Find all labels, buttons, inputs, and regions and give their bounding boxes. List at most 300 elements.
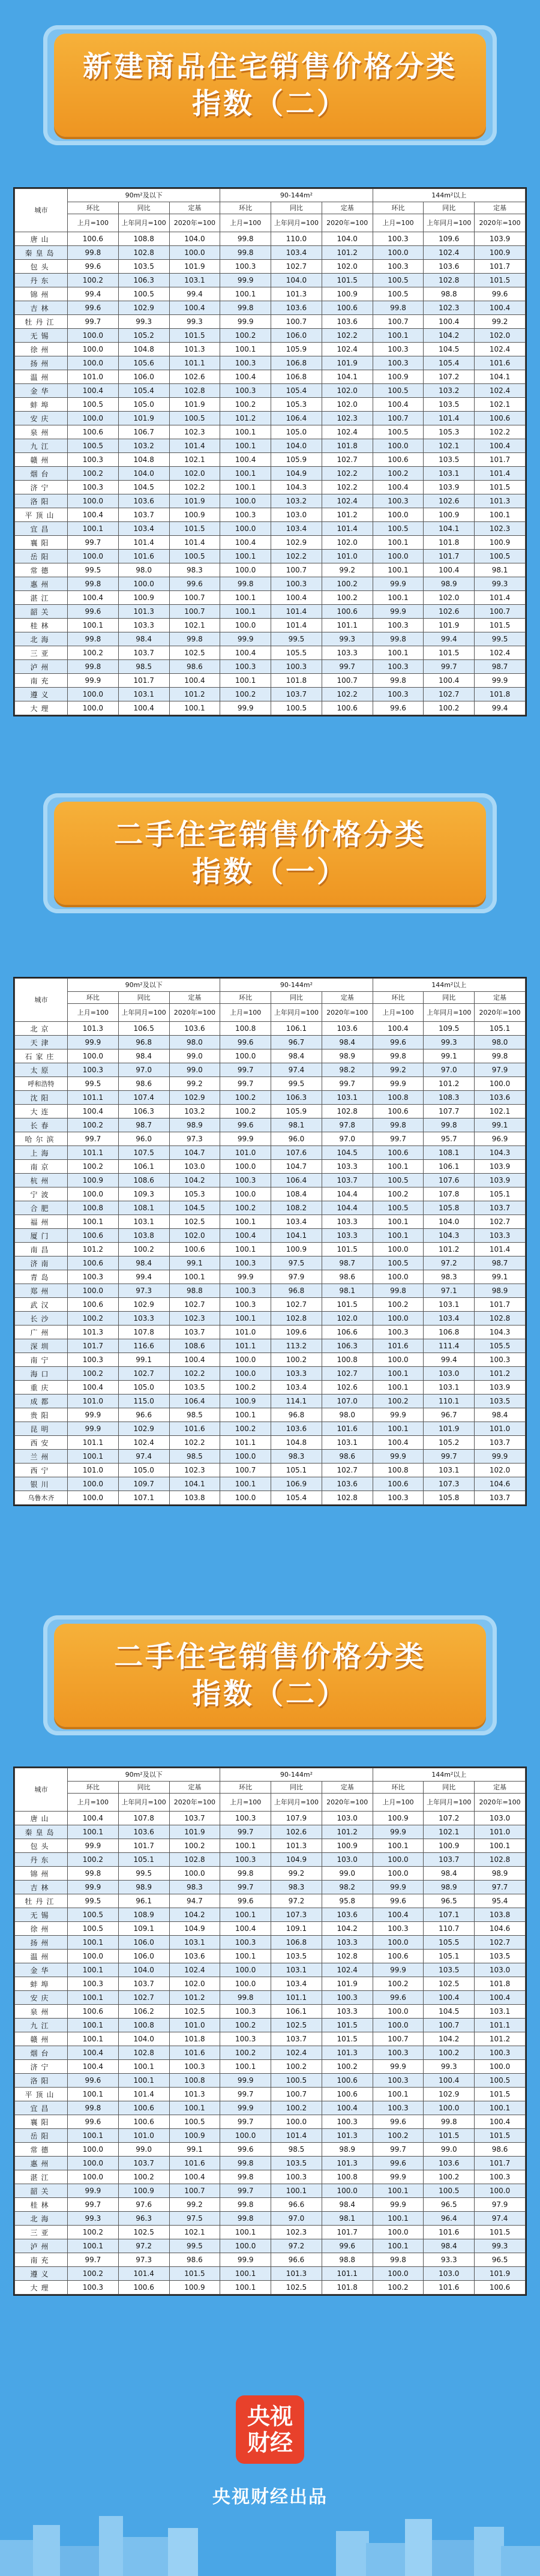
- index-value: 102.4: [322, 343, 373, 356]
- index-value: 101.4: [271, 605, 322, 619]
- city-name: 南充: [15, 2253, 68, 2267]
- index-value: 102.2: [322, 467, 373, 481]
- index-value: 102.9: [271, 536, 322, 550]
- table-row: [15, 1936, 526, 1950]
- index-value: 100.4: [271, 591, 322, 605]
- index-value: 100.9: [373, 1812, 424, 1825]
- index-value: 97.0: [322, 1132, 373, 1146]
- index-value: 100.1: [220, 605, 271, 619]
- index-value: 101.0: [475, 1422, 526, 1436]
- index-value: 100.3: [373, 1922, 424, 1936]
- index-value: 100.9: [68, 1174, 119, 1187]
- section-title-line2: 指数（二）: [191, 87, 348, 121]
- index-value: 100.0: [68, 1284, 119, 1298]
- index-value: 103.2: [118, 439, 169, 453]
- index-value: 97.5: [169, 2212, 220, 2226]
- city-name: 济南: [15, 1256, 68, 1270]
- index-value: 105.9: [271, 1105, 322, 1118]
- index-value: 106.1: [271, 1022, 322, 1036]
- index-value: 100.9: [373, 370, 424, 384]
- index-value: 103.0: [475, 1812, 526, 1825]
- index-value: 100.3: [220, 384, 271, 398]
- index-value: 110.0: [271, 232, 322, 246]
- index-value: 105.8: [424, 1201, 475, 1215]
- index-value: 103.8: [169, 1491, 220, 1505]
- index-value: 99.7: [373, 2143, 424, 2157]
- table-row: [15, 660, 526, 674]
- index-value: 100.0: [220, 522, 271, 536]
- index-value: 99.3: [169, 315, 220, 329]
- index-value: 96.8: [271, 1284, 322, 1298]
- city-name: 南充: [15, 674, 68, 688]
- index-value: 96.8: [271, 1408, 322, 1422]
- index-value: 109.6: [424, 232, 475, 246]
- city-name: 深圳: [15, 1339, 68, 1353]
- index-value: 100.4: [68, 1812, 119, 1825]
- city-name: 平顶山: [15, 2088, 68, 2101]
- index-value: 100.9: [169, 2281, 220, 2295]
- index-value: 100.0: [373, 1270, 424, 1284]
- index-value: 100.2: [424, 2046, 475, 2060]
- index-value: 99.8: [169, 632, 220, 646]
- index-value: 116.6: [118, 1339, 169, 1353]
- index-value: 101.5: [322, 1243, 373, 1256]
- index-value: 100.3: [373, 232, 424, 246]
- index-value: 99.4: [118, 1270, 169, 1284]
- index-value: 100.0: [68, 343, 119, 356]
- header-group-small: 90m²及以下: [68, 189, 220, 202]
- index-value: 100.1: [373, 1422, 424, 1436]
- index-value: 103.8: [475, 1908, 526, 1922]
- index-value: 99.1: [424, 1049, 475, 1063]
- index-value: 101.3: [169, 2088, 220, 2101]
- table-row: [15, 2019, 526, 2032]
- index-value: 100.1: [220, 439, 271, 453]
- table-row: [15, 1825, 526, 1839]
- index-value: 99.4: [475, 701, 526, 715]
- city-name: 呼和浩特: [15, 1077, 68, 1091]
- index-value: 102.1: [169, 619, 220, 632]
- table-row: [15, 1036, 526, 1049]
- index-value: 98.3: [271, 1881, 322, 1894]
- index-value: 101.0: [220, 1326, 271, 1339]
- city-name: 武汉: [15, 1298, 68, 1312]
- index-value: 107.1: [118, 1491, 169, 1505]
- index-value: 104.0: [118, 2032, 169, 2046]
- index-value: 100.1: [68, 1991, 119, 2005]
- table-row: [15, 1132, 526, 1146]
- index-value: 99.0: [322, 1867, 373, 1881]
- index-value: 99.5: [271, 1077, 322, 1091]
- index-value: 99.5: [68, 563, 119, 577]
- index-value: 99.7: [68, 2253, 119, 2267]
- index-value: 105.1: [424, 1950, 475, 1963]
- index-value: 101.5: [169, 329, 220, 343]
- index-value: 99.9: [373, 1077, 424, 1091]
- index-value: 103.1: [322, 1091, 373, 1105]
- city-name: 吉林: [15, 1881, 68, 1894]
- table-row: [15, 246, 526, 260]
- index-value: 100.1: [373, 646, 424, 660]
- index-value: 104.5: [322, 1146, 373, 1160]
- index-value: 101.8: [169, 2032, 220, 2046]
- index-value: 99.8: [220, 2170, 271, 2184]
- index-value: 109.7: [118, 1477, 169, 1491]
- table-row: [15, 1395, 526, 1408]
- index-value: 99.1: [118, 1353, 169, 1367]
- index-value: 101.7: [424, 550, 475, 563]
- index-value: 103.3: [271, 1367, 322, 1381]
- city-name: 北海: [15, 632, 68, 646]
- index-value: 104.7: [271, 1160, 322, 1174]
- header-yoy-base: 上年同月=100: [118, 1794, 169, 1812]
- index-value: 100.0: [68, 1491, 119, 1505]
- header-mom: 环比: [220, 1782, 271, 1794]
- index-value: 100.2: [68, 1312, 119, 1326]
- city-name: 乌鲁木齐: [15, 1491, 68, 1505]
- index-value: 103.4: [118, 522, 169, 536]
- index-value: 107.3: [424, 1477, 475, 1491]
- index-value: 100.2: [271, 1353, 322, 1367]
- index-value: 100.3: [373, 343, 424, 356]
- index-value: 106.6: [322, 1326, 373, 1339]
- index-value: 100.3: [68, 1353, 119, 1367]
- index-value: 100.3: [220, 2032, 271, 2046]
- index-value: 100.2: [68, 646, 119, 660]
- index-value: 99.7: [220, 1825, 271, 1839]
- index-value: 102.6: [169, 370, 220, 384]
- table-row: [15, 1229, 526, 1243]
- index-value: 102.0: [322, 398, 373, 412]
- index-value: 100.1: [373, 329, 424, 343]
- index-value: 100.2: [68, 1853, 119, 1867]
- index-value: 100.1: [68, 1825, 119, 1839]
- index-value: 100.1: [68, 522, 119, 536]
- index-value: 100.8: [68, 1201, 119, 1215]
- city-name: 海口: [15, 1367, 68, 1381]
- index-value: 98.4: [118, 632, 169, 646]
- index-value: 99.6: [68, 2074, 119, 2088]
- index-value: 101.7: [68, 1339, 119, 1353]
- index-value: 114.1: [271, 1395, 322, 1408]
- index-value: 102.1: [475, 1105, 526, 1118]
- index-value: 103.1: [424, 1298, 475, 1312]
- index-value: 100.2: [373, 1977, 424, 1991]
- table-row: [15, 1436, 526, 1450]
- city-name: 宁波: [15, 1187, 68, 1201]
- index-value: 105.3: [424, 425, 475, 439]
- index-value: 99.8: [373, 674, 424, 688]
- index-value: 113.2: [271, 1339, 322, 1353]
- index-value: 109.6: [271, 1326, 322, 1339]
- city-name: 南宁: [15, 1353, 68, 1367]
- index-value: 100.4: [373, 481, 424, 494]
- table-row: [15, 1326, 526, 1339]
- city-name: 济宁: [15, 2060, 68, 2074]
- index-value: 99.9: [373, 1881, 424, 1894]
- index-value: 100.0: [68, 2170, 119, 2184]
- index-value: 97.0: [118, 1063, 169, 1077]
- index-value: 100.1: [169, 1270, 220, 1284]
- index-value: 100.1: [475, 2101, 526, 2115]
- index-value: 98.4: [118, 1256, 169, 1270]
- index-value: 100.7: [475, 605, 526, 619]
- index-value: 104.5: [424, 2005, 475, 2019]
- header-yoy: 同比: [271, 202, 322, 214]
- index-value: 105.4: [118, 384, 169, 398]
- index-value: 103.5: [424, 1963, 475, 1977]
- index-value: 100.2: [118, 1243, 169, 1256]
- index-value: 106.9: [271, 1477, 322, 1491]
- city-name: 牡丹江: [15, 1894, 68, 1908]
- index-value: 100.6: [68, 2005, 119, 2019]
- table-row: [15, 1284, 526, 1298]
- city-name: 锦州: [15, 287, 68, 301]
- header-fixed-base: 2020年=100: [169, 1794, 220, 1812]
- index-value: 99.6: [220, 1118, 271, 1132]
- index-value: 101.2: [169, 688, 220, 701]
- index-value: 100.5: [169, 2115, 220, 2129]
- index-value: 100.2: [220, 688, 271, 701]
- index-value: 99.8: [68, 577, 119, 591]
- index-value: 100.2: [68, 2267, 119, 2281]
- index-value: 100.0: [475, 2184, 526, 2198]
- table-row: [15, 1339, 526, 1353]
- index-value: 99.6: [68, 2115, 119, 2129]
- index-value: 100.0: [220, 1353, 271, 1367]
- index-value: 99.6: [220, 2143, 271, 2157]
- header-fixed-base: 2020年=100: [475, 1794, 526, 1812]
- header-mom-base: 上月=100: [220, 1794, 271, 1812]
- table-row: [15, 536, 526, 550]
- index-value: 106.2: [118, 2005, 169, 2019]
- table-row: [15, 494, 526, 508]
- index-value: 105.4: [424, 356, 475, 370]
- table-row: [15, 591, 526, 605]
- index-value: 101.3: [475, 494, 526, 508]
- index-value: 100.0: [68, 356, 119, 370]
- index-value: 103.6: [475, 1091, 526, 1105]
- index-value: 99.4: [169, 287, 220, 301]
- index-value: 102.8: [118, 246, 169, 260]
- index-value: 100.5: [169, 412, 220, 425]
- index-value: 100.2: [220, 1091, 271, 1105]
- index-value: 100.4: [169, 301, 220, 315]
- city-name: 北京: [15, 1022, 68, 1036]
- table: [14, 1768, 526, 2295]
- table-row: [15, 274, 526, 287]
- index-value: 101.6: [118, 550, 169, 563]
- index-value: 100.6: [373, 1950, 424, 1963]
- index-value: 100.2: [68, 1367, 119, 1381]
- index-value: 103.5: [475, 1395, 526, 1408]
- city-name: 金华: [15, 384, 68, 398]
- index-value: 99.4: [424, 1353, 475, 1367]
- index-value: 99.9: [68, 1422, 119, 1436]
- index-value: 100.2: [373, 2129, 424, 2143]
- index-value: 99.5: [68, 1894, 119, 1908]
- index-value: 99.6: [68, 605, 119, 619]
- index-value: 100.1: [220, 1839, 271, 1853]
- index-value: 107.4: [118, 1091, 169, 1105]
- index-value: 100.0: [68, 1187, 119, 1201]
- index-value: 104.0: [322, 232, 373, 246]
- index-value: 99.7: [424, 1450, 475, 1464]
- index-value: 101.0: [220, 1146, 271, 1160]
- city-name: 温州: [15, 1950, 68, 1963]
- index-value: 100.7: [373, 315, 424, 329]
- index-value: 101.3: [322, 2046, 373, 2060]
- index-value: 106.8: [271, 1936, 322, 1950]
- index-value: 100.1: [68, 1450, 119, 1464]
- index-value: 99.7: [68, 1132, 119, 1146]
- index-value: 104.2: [169, 1174, 220, 1187]
- index-value: 102.5: [169, 1215, 220, 1229]
- city-name: 长春: [15, 1118, 68, 1132]
- city-name: 湛江: [15, 591, 68, 605]
- index-value: 99.6: [373, 1991, 424, 2005]
- section-title-line1: 新建商品住宅销售价格分类: [82, 50, 457, 83]
- index-value: 100.0: [220, 1160, 271, 1174]
- index-value: 100.0: [373, 1853, 424, 1867]
- index-value: 100.3: [220, 508, 271, 522]
- index-value: 100.0: [220, 1367, 271, 1381]
- index-value: 100.5: [68, 439, 119, 453]
- index-value: 99.0: [169, 1049, 220, 1063]
- table-row: [15, 1215, 526, 1229]
- header-city: 城市: [15, 1768, 68, 1812]
- city-name: 泉州: [15, 2005, 68, 2019]
- index-value: 103.3: [322, 1229, 373, 1243]
- index-value: 103.7: [475, 1491, 526, 1505]
- index-value: 101.5: [322, 1298, 373, 1312]
- index-value: 102.5: [424, 1977, 475, 1991]
- index-value: 96.9: [475, 1132, 526, 1146]
- index-value: 100.4: [475, 439, 526, 453]
- index-value: 100.3: [68, 1270, 119, 1284]
- index-value: 102.2: [169, 1367, 220, 1381]
- header-group-medium: 90-144m²: [220, 189, 373, 202]
- index-value: 101.4: [271, 2129, 322, 2143]
- index-value: 100.3: [68, 2281, 119, 2295]
- index-value: 106.0: [118, 1950, 169, 1963]
- index-value: 106.0: [271, 329, 322, 343]
- index-value: 100.6: [118, 2115, 169, 2129]
- city-name: 金华: [15, 1963, 68, 1977]
- index-value: 103.6: [322, 315, 373, 329]
- index-value: 100.6: [68, 232, 119, 246]
- index-value: 99.9: [68, 1036, 119, 1049]
- header-yoy: 同比: [271, 992, 322, 1004]
- index-value: 103.6: [424, 2157, 475, 2170]
- table-row: [15, 412, 526, 425]
- table-row: [15, 287, 526, 301]
- index-value: 100.8: [169, 2074, 220, 2088]
- index-value: 110.7: [424, 1922, 475, 1936]
- index-value: 103.6: [322, 1477, 373, 1491]
- header-yoy-base: 上年同月=100: [118, 1004, 169, 1022]
- index-value: 99.8: [68, 632, 119, 646]
- index-value: 102.1: [169, 2226, 220, 2239]
- index-value: 107.2: [424, 370, 475, 384]
- index-value: 99.7: [220, 1077, 271, 1091]
- table-row: [15, 508, 526, 522]
- index-value: 103.9: [475, 232, 526, 246]
- index-value: 101.3: [271, 1839, 322, 1853]
- index-value: 99.6: [475, 287, 526, 301]
- header-group-small: 90m²及以下: [68, 979, 220, 992]
- index-value: 100.5: [271, 2074, 322, 2088]
- index-value: 101.2: [475, 1367, 526, 1381]
- table-row: [15, 2198, 526, 2212]
- index-value: 101.9: [322, 356, 373, 370]
- table-row: [15, 343, 526, 356]
- section-banner: [43, 25, 497, 145]
- index-value: 100.0: [68, 494, 119, 508]
- index-value: 105.4: [271, 1491, 322, 1505]
- index-value: 101.7: [475, 2157, 526, 2170]
- index-value: 100.1: [373, 2088, 424, 2101]
- index-value: 100.4: [373, 1022, 424, 1036]
- index-value: 100.1: [169, 701, 220, 715]
- index-value: 103.5: [271, 2157, 322, 2170]
- index-value: 100.1: [373, 2184, 424, 2198]
- index-value: 102.4: [322, 1963, 373, 1977]
- cctv-finance-logo: [236, 2395, 304, 2464]
- index-value: 100.6: [322, 605, 373, 619]
- index-value: 99.9: [68, 1408, 119, 1422]
- table-row: [15, 315, 526, 329]
- index-value: 99.2: [373, 1063, 424, 1077]
- price-index-table: [13, 977, 527, 1506]
- index-value: 100.0: [169, 246, 220, 260]
- city-name: 南京: [15, 1160, 68, 1174]
- city-name: 宜昌: [15, 522, 68, 536]
- index-value: 103.5: [424, 453, 475, 467]
- city-name: 丹东: [15, 274, 68, 287]
- index-value: 101.8: [424, 536, 475, 550]
- price-index-table: [13, 187, 527, 716]
- index-value: 99.3: [118, 315, 169, 329]
- index-value: 99.9: [373, 1963, 424, 1977]
- index-value: 100.7: [169, 605, 220, 619]
- index-value: 101.6: [424, 2226, 475, 2239]
- city-name: 三亚: [15, 2226, 68, 2239]
- index-value: 100.6: [373, 1477, 424, 1491]
- header-yoy-base: 上年同月=100: [271, 1004, 322, 1022]
- index-value: 100.4: [220, 1922, 271, 1936]
- index-value: 100.5: [68, 1908, 119, 1922]
- index-value: 101.4: [169, 439, 220, 453]
- index-value: 100.0: [220, 1450, 271, 1464]
- index-value: 104.9: [271, 467, 322, 481]
- index-value: 103.2: [424, 384, 475, 398]
- index-value: 99.5: [271, 632, 322, 646]
- index-value: 100.3: [271, 660, 322, 674]
- index-value: 107.6: [271, 1146, 322, 1160]
- index-value: 103.6: [169, 1022, 220, 1036]
- table-row: [15, 453, 526, 467]
- index-value: 100.9: [475, 536, 526, 550]
- index-value: 100.1: [68, 1963, 119, 1977]
- index-value: 100.0: [118, 577, 169, 591]
- index-value: 99.8: [373, 301, 424, 315]
- index-value: 108.9: [118, 1908, 169, 1922]
- index-value: 101.0: [322, 550, 373, 563]
- index-value: 99.1: [169, 2143, 220, 2157]
- index-value: 100.0: [220, 2129, 271, 2143]
- header-fixed-base: 2020年=100: [169, 214, 220, 232]
